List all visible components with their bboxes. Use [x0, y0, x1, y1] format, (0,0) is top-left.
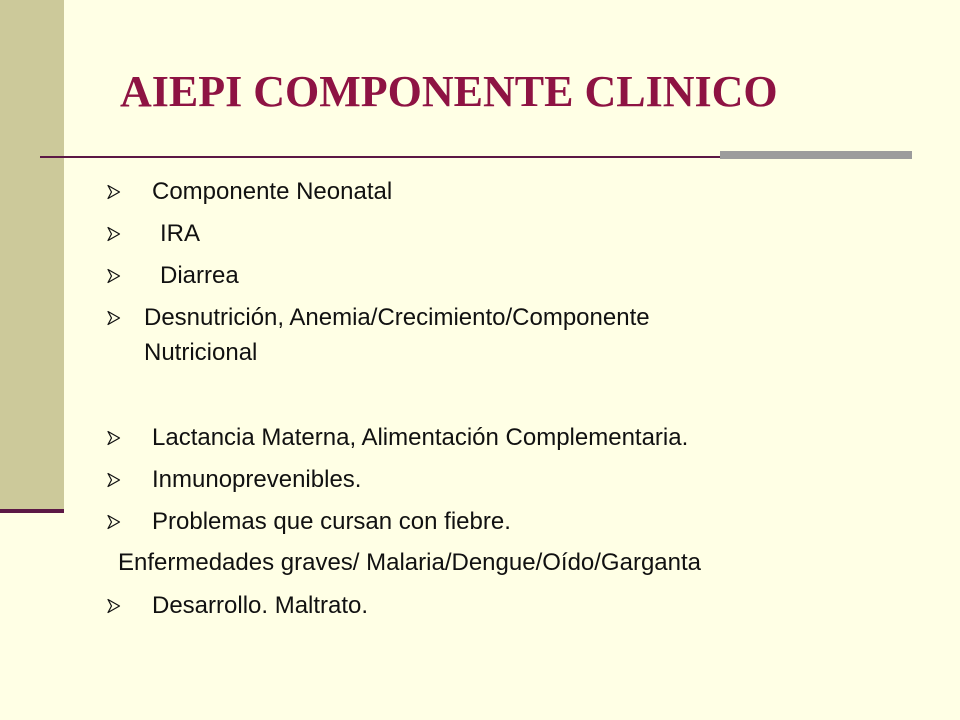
item-text: Desarrollo. Maltrato. [152, 592, 369, 619]
item-text: Componente Neonatal [152, 178, 393, 205]
arrow-bullet-icon [106, 514, 122, 530]
item-text: Enfermedades graves/ Malaria/Dengue/Oído/Garganta [118, 549, 701, 576]
item-text-line-2: Nutricional [144, 339, 258, 366]
item-text-line-1: Desnutrición, Anemia/Crecimiento/Componente [144, 304, 650, 331]
arrow-bullet-icon [106, 598, 122, 614]
item-text: Diarrea [160, 262, 239, 289]
arrow-bullet-icon [106, 268, 122, 284]
item-text: Problemas que cursan con fiebre. [152, 508, 511, 535]
item-text: Lactancia Materna, Alimentación Complementaria. [152, 424, 689, 451]
arrow-bullet-icon [106, 310, 122, 326]
item-text: Inmunoprevenibles. [152, 466, 362, 493]
arrow-bullet-icon [106, 184, 122, 200]
arrow-bullet-icon [106, 472, 122, 488]
arrow-bullet-icon [106, 430, 122, 446]
arrow-bullet-icon [106, 226, 122, 242]
slide-title: AIEPI COMPONENTE CLINICO [120, 67, 778, 116]
item-text: IRA [160, 220, 201, 247]
